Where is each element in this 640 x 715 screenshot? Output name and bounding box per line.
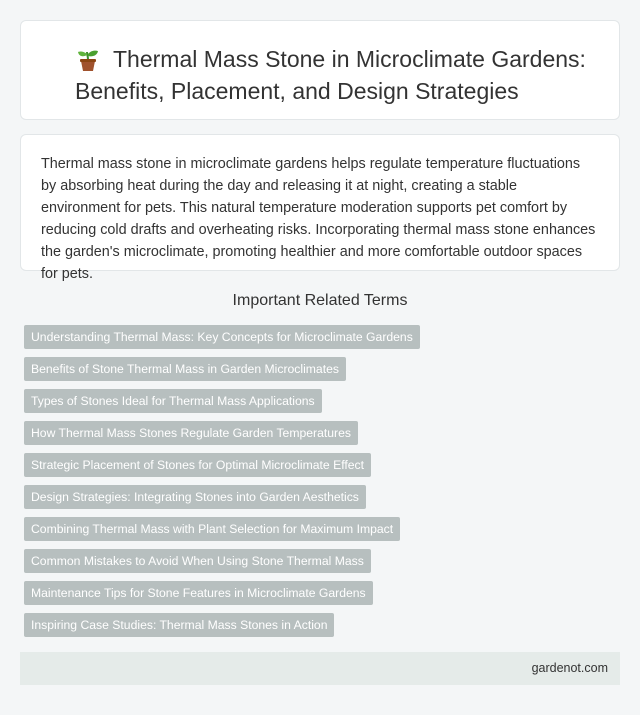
summary-card [20,134,620,282]
title-card [20,20,620,120]
related-term-link[interactable]: Understanding Thermal Mass: Key Concepts for Microclimate Gardens [24,325,420,349]
related-term-link[interactable]: Types of Stones Ideal for Thermal Mass Applications [24,389,322,413]
footer [20,652,620,685]
related-term-link[interactable]: Maintenance Tips for Stone Features in Microclimate Gardens [24,581,373,605]
title-line-2: Benefits, Placement, and Design Strategies [75,78,519,104]
related-terms-list [24,325,420,645]
related-term-link[interactable]: Design Strategies: Integrating Stones into Garden Aesthetics [24,485,366,509]
related-term-link[interactable]: Combining Thermal Mass with Plant Selection for Maximum Impact [24,517,400,541]
related-term-link[interactable]: Common Mistakes to Avoid When Using Stone Thermal Mass [24,549,371,573]
related-term-link[interactable]: Inspiring Case Studies: Thermal Mass Stones in Action [24,613,334,637]
related-term-link[interactable]: Benefits of Stone Thermal Mass in Garden Microclimates [24,357,346,381]
summary-text: Thermal mass stone in microclimate gardens helps regulate temperature fluctuations by absorbing heat during the day and releasing it at night, creating a stable environment for pets. This natural temperature moderation supports pet comfort by reducing cold drafts and overheating risks. Incorporating thermal mass stone enhances the garden's microclimate, promoting healthier and more comfortable outdoor spaces for pets. [41,156,596,282]
related-terms-heading: Important Related Terms [232,292,408,309]
seedling-icon [75,46,101,72]
title-line-1: Thermal Mass Stone in Microclimate Gardens: [113,46,586,72]
related-term-link[interactable]: Strategic Placement of Stones for Optimal Microclimate Effect [24,453,371,477]
related-term-link[interactable]: How Thermal Mass Stones Regulate Garden Temperatures [24,421,358,445]
title-row [75,43,599,107]
page-title [75,43,586,107]
footer-site-link[interactable]: gardenot.com [531,661,608,675]
